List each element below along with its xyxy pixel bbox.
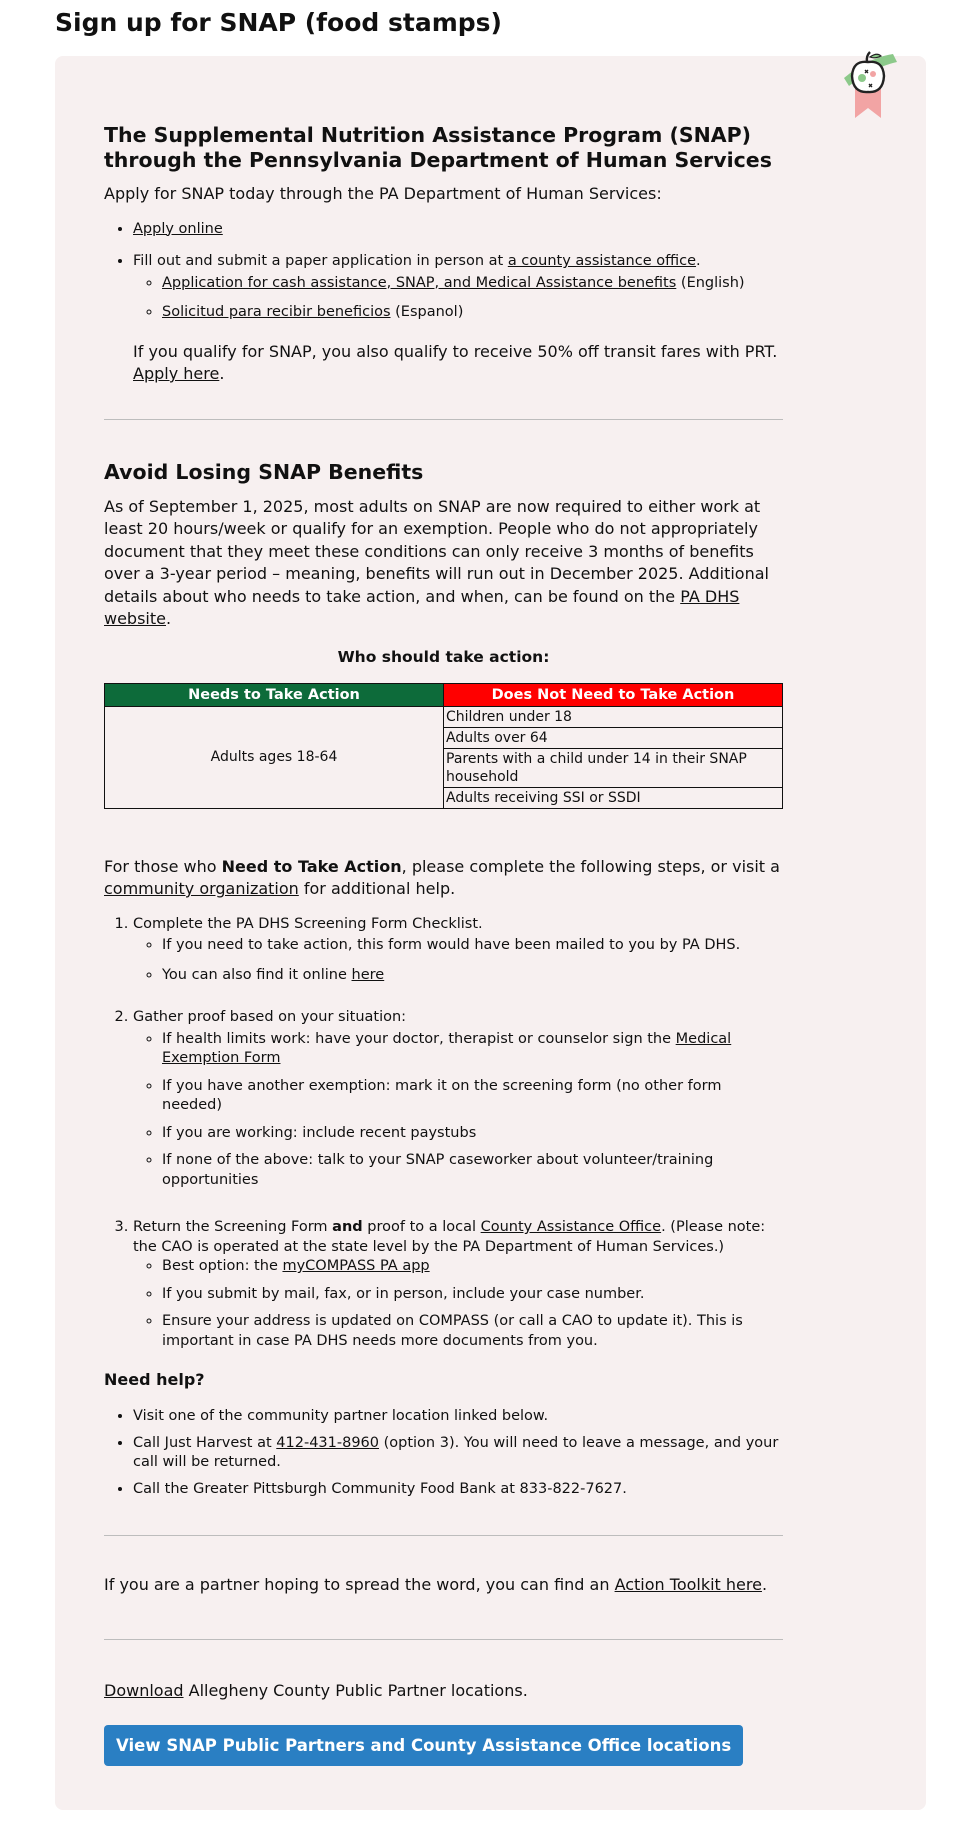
step-item [133, 915, 783, 986]
step-item [133, 1008, 783, 1190]
list-item: • Visit one of the community partner location linked below. [133, 1407, 783, 1427]
list-item: ◦ If you have another exemption: mark it on the screening form (no other form needed) [162, 1077, 783, 1116]
table-cell: Adults receiving SSI or SSDI [444, 787, 783, 808]
step-item [133, 1218, 783, 1351]
action-toolkit-link[interactable]: Action Toolkit here [614, 1575, 762, 1594]
view-snap-locations-button[interactable]: View SNAP Public Partners and County Assistance Office locations [104, 1725, 743, 1766]
step-sub-list [133, 936, 783, 985]
list-item [162, 966, 783, 986]
help-list [104, 1407, 783, 1499]
paper-application-text: Fill out and submit a paper application in person at [133, 253, 508, 269]
list-item: ◦ If you need to take action, this form would have been mailed to you by PA DHS. [162, 936, 783, 956]
best-option-text: Best option: the [162, 1258, 283, 1274]
call-text: (option 3). You will need to leave a message, and your call will be returned. [133, 1434, 779, 1470]
screening-form-link[interactable]: here [351, 966, 385, 983]
download-sentence: Allegheny County Public Partner locations. [183, 1680, 528, 1700]
online-text: You can also find it online [162, 966, 352, 983]
application-english-link[interactable]: Application for cash assistance, SNAP, and Medical Assistance benefits [162, 274, 677, 291]
intro-lead: Apply for SNAP today through the PA Department of Human Services: [104, 184, 662, 203]
download-text [104, 1680, 783, 1703]
pa-dhs-link[interactable]: PA DHS website [104, 586, 740, 628]
step-bold: and [332, 1219, 363, 1235]
application-forms-list [133, 274, 783, 323]
step-text: . (Please note: the CAO is operated at the state level by the PA Department of Human Services.) [133, 1219, 766, 1255]
transit-text: If you qualify for SNAP, you also qualify to receive 50% off transit fares with PRT. [133, 341, 778, 361]
punctuation: . [696, 253, 701, 269]
divider [104, 1535, 783, 1536]
download-link[interactable]: Download [104, 1680, 184, 1700]
step-title: Gather proof based on your situation: [133, 1009, 407, 1025]
list-item: ◦ If you are working: include recent paystubs [162, 1124, 783, 1144]
divider [104, 419, 783, 420]
page-title: Sign up for SNAP (food stamps) [55, 8, 502, 37]
snap-card [55, 56, 926, 1810]
step-text: proof to a local [362, 1219, 481, 1235]
apply-options-list [104, 220, 783, 386]
table-cell: Adults over 64 [444, 727, 783, 748]
steps-intro-bold: Need to Take Action [221, 856, 402, 876]
apple-ribbon-badge [841, 48, 901, 120]
mycompass-link[interactable]: myCOMPASS PA app [282, 1258, 430, 1274]
table-cell: Children under 18 [444, 706, 783, 727]
county-office-link[interactable]: a county assistance office [507, 253, 697, 269]
application-spanish-link[interactable]: Solicitud para recibir beneficios [162, 304, 391, 320]
list-item [162, 303, 783, 323]
list-item [133, 220, 783, 240]
punctuation: . [761, 1575, 768, 1594]
list-item [162, 1257, 783, 1277]
language-label: (English) [676, 274, 745, 291]
steps-intro [104, 856, 783, 901]
apple-icon [841, 48, 901, 120]
avoid-paragraph [104, 496, 783, 631]
language-label: (Espanol) [390, 304, 464, 320]
list-item: ◦ If you submit by mail, fax, or in person, include your case number. [162, 1285, 783, 1305]
call-text: Call Just Harvest at [133, 1434, 277, 1451]
steps-intro-text: For those who [104, 856, 222, 876]
list-item [133, 1434, 783, 1473]
transit-note [133, 341, 783, 386]
medical-exemption-link[interactable]: Medical Exemption Form [162, 1030, 732, 1066]
step-title: Complete the PA DHS Screening Form Checklist. [133, 915, 483, 932]
list-item [162, 1030, 783, 1069]
action-table [104, 683, 783, 809]
list-item [162, 274, 783, 294]
list-item: ◦ If none of the above: talk to your SNAP caseworker about volunteer/training opportunities [162, 1151, 783, 1190]
intro-heading: The Supplemental Nutrition Assistance Program (SNAP) through the Pennsylvania Department of Human Services [104, 123, 772, 172]
action-steps-list [104, 915, 783, 1352]
transit-apply-link[interactable]: Apply here [133, 364, 220, 383]
avoid-heading: Avoid Losing SNAP Benefits [104, 459, 424, 484]
divider [104, 1639, 783, 1640]
punctuation: . [165, 609, 172, 628]
list-item [133, 252, 783, 386]
needs-action-header: Needs to Take Action [105, 683, 444, 706]
partner-sentence: If you are a partner hoping to spread the word, you can find an [104, 1575, 615, 1594]
partner-text [104, 1574, 783, 1597]
apply-online-link[interactable]: Apply online [133, 220, 223, 237]
step-sub-list [133, 1257, 783, 1351]
table-caption: Who should take action: [337, 647, 550, 666]
table-cell: Parents with a child under 14 in their SNAP household [444, 748, 783, 787]
needs-action-cell: Adults ages 18-64 [105, 706, 444, 808]
list-item: • Call the Greater Pittsburgh Community Food Bank at 833-822-7627. [133, 1480, 783, 1500]
punctuation: . [219, 364, 225, 383]
community-organization-link[interactable]: community organization [104, 879, 299, 898]
steps-intro-text: for additional help. [298, 879, 456, 898]
list-item: ◦ Ensure your address is updated on COMPASS (or call a CAO to update it). This is important in case PA DHS needs more documents from you. [162, 1312, 783, 1351]
just-harvest-phone-link[interactable]: 412-431-8960 [276, 1434, 379, 1451]
no-action-header: Does Not Need to Take Action [444, 683, 783, 706]
step-sub-list [133, 1030, 783, 1191]
county-assistance-office-link[interactable]: County Assistance Office [480, 1219, 662, 1235]
health-text: If health limits work: have your doctor, therapist or counselor sign the [162, 1030, 676, 1047]
steps-intro-text: , please complete the following steps, or visit a [401, 856, 780, 876]
step-text: Return the Screening Form [133, 1219, 333, 1235]
avoid-text: As of September 1, 2025, most adults on SNAP are now required to either work at least 20 hours/week or qualify for an exemption. People who do not appropriately document that they meet these conditions can only receive 3 months of benefits over a 3-year period – meaning, benefits will run out in December 2025. Additional details about who needs to take action, and when, can be found on the [104, 496, 769, 606]
help-heading: Need help? [104, 1370, 205, 1389]
